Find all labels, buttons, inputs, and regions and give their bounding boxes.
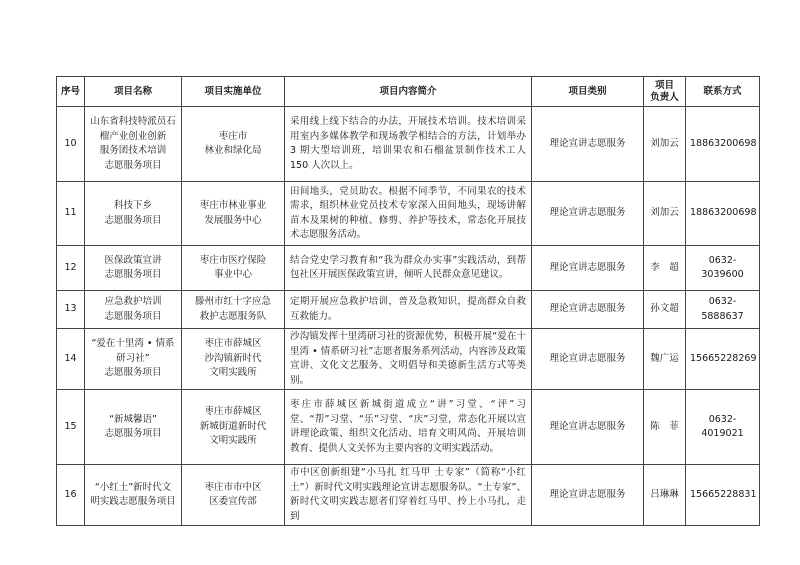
row-project-category: 理论宣讲志愿服务	[532, 182, 644, 246]
row-project-leader: 吕琳琳	[644, 465, 686, 526]
row-project-name: “爱在十里湾 • 情系 研习社” 志愿服务项目	[85, 329, 182, 390]
header-seq: 序号	[57, 77, 85, 107]
volunteer-project-table	[56, 76, 760, 526]
row-contact: 15665228269	[686, 329, 760, 390]
row-contact: 18863200698	[686, 182, 760, 246]
header-leader: 项目 负责人	[644, 77, 686, 107]
header-name: 项目名称	[85, 77, 182, 107]
row-project-leader: 孙文超	[644, 291, 686, 329]
row-project-category: 理论宣讲志愿服务	[532, 246, 644, 291]
row-implementing-unit: 枣庄市林业事业 发展服务中心	[182, 182, 285, 246]
row-project-category: 理论宣讲志愿服务	[532, 465, 644, 526]
row-implementing-unit: 枣庄市市中区 区委宣传部	[182, 465, 285, 526]
row-project-leader: 李 超	[644, 246, 686, 291]
table-row	[57, 246, 760, 291]
row-project-leader: 陈 菲	[644, 390, 686, 465]
row-seq: 16	[57, 465, 85, 526]
row-project-leader: 刘加云	[644, 182, 686, 246]
row-project-category: 理论宣讲志愿服务	[532, 107, 644, 182]
row-implementing-unit: 滕州市红十字应急 救护志愿服务队	[182, 291, 285, 329]
table-row	[57, 465, 760, 526]
row-implementing-unit: 枣庄市 林业和绿化局	[182, 107, 285, 182]
row-project-category: 理论宣讲志愿服务	[532, 390, 644, 465]
header-contact: 联系方式	[686, 77, 760, 107]
row-implementing-unit: 枣庄市医疗保险 事业中心	[182, 246, 285, 291]
row-project-name: 医保政策宣讲 志愿服务项目	[85, 246, 182, 291]
table-row	[57, 107, 760, 182]
row-project-content: 采用线上线下结合的办法，开展技术培训。技术培训采用室内多媒体教学和现场教学相结合的方法，计划举办 3 期大型培训班，培训果农和石榴盆景制作技术工人 150 人次以上。	[285, 107, 532, 182]
row-project-name: “新城馨语” 志愿服务项目	[85, 390, 182, 465]
project-table-sheet	[56, 76, 759, 526]
table-row	[57, 329, 760, 390]
row-seq: 12	[57, 246, 85, 291]
row-project-leader: 魏广运	[644, 329, 686, 390]
row-contact: 18863200698	[686, 107, 760, 182]
row-contact: 15665228831	[686, 465, 760, 526]
row-seq: 15	[57, 390, 85, 465]
row-implementing-unit: 枣庄市薛城区 新城街道新时代 文明实践所	[182, 390, 285, 465]
row-project-leader: 刘加云	[644, 107, 686, 182]
row-project-content: 沙沟镇发挥十里湾研习社的资源优势，积极开展“爱在十里湾 • 情系研习社”志愿者服务系列活动，内容涉及政策宣讲、文化文艺服务、文明倡导和美德新生活方式等类别。	[285, 329, 532, 390]
row-project-category: 理论宣讲志愿服务	[532, 291, 644, 329]
row-implementing-unit: 枣庄市薛城区 沙沟镇新时代 文明实践所	[182, 329, 285, 390]
header-unit: 项目实施单位	[182, 77, 285, 107]
row-seq: 13	[57, 291, 85, 329]
row-contact: 0632-4019021	[686, 390, 760, 465]
header-category: 项目类别	[532, 77, 644, 107]
row-project-content: 枣庄市薛城区新城街道成立“讲”习堂、“评”习堂、“帮”习堂、“乐”习堂、“庆”习堂，常态化开展以宣讲理论政策、组织文化活动、培育文明风尚、开展培训教育、提供人文关怀为主要内容的文明实践活动。	[285, 390, 532, 465]
row-seq: 10	[57, 107, 85, 182]
table-row	[57, 390, 760, 465]
row-seq: 11	[57, 182, 85, 246]
row-project-content: 定期开展应急救护培训，普及急救知识，提高群众自救互救能力。	[285, 291, 532, 329]
row-project-name: 科技下乡 志愿服务项目	[85, 182, 182, 246]
table-row	[57, 182, 760, 246]
row-project-name: “小红土”新时代文 明实践志愿服务项目	[85, 465, 182, 526]
row-project-content: 田间地头，党员助农。根据不同季节，不同果农的技术需求，组织林业党员技术专家深入田间地头，现场讲解苗木及果树的种植、修剪、养护等技术，常态化开展技术志愿服务活动。	[285, 182, 532, 246]
row-project-category: 理论宣讲志愿服务	[532, 329, 644, 390]
row-project-name: 应急救护培训 志愿服务项目	[85, 291, 182, 329]
row-contact: 0632-5888637	[686, 291, 760, 329]
row-contact: 0632-3039600	[686, 246, 760, 291]
table-header-row	[57, 77, 760, 107]
row-project-content: 市中区创新组建“小马扎 红马甲 土专家”（简称“小红土”）新时代文明实践理论宣讲志愿服务队。“土专家”、新时代文明实践志愿者们穿着红马甲、拎上小马扎，走到	[285, 465, 532, 526]
header-content: 项目内容简介	[285, 77, 532, 107]
row-project-name: 山东省科技特派员石 榴产业创业创新 服务团技术培训 志愿服务项目	[85, 107, 182, 182]
table-row	[57, 291, 760, 329]
row-seq: 14	[57, 329, 85, 390]
row-project-content: 结合党史学习教育和“我为群众办实事”实践活动，到帮包社区开展医保政策宣讲，倾听人民群众意见建议。	[285, 246, 532, 291]
